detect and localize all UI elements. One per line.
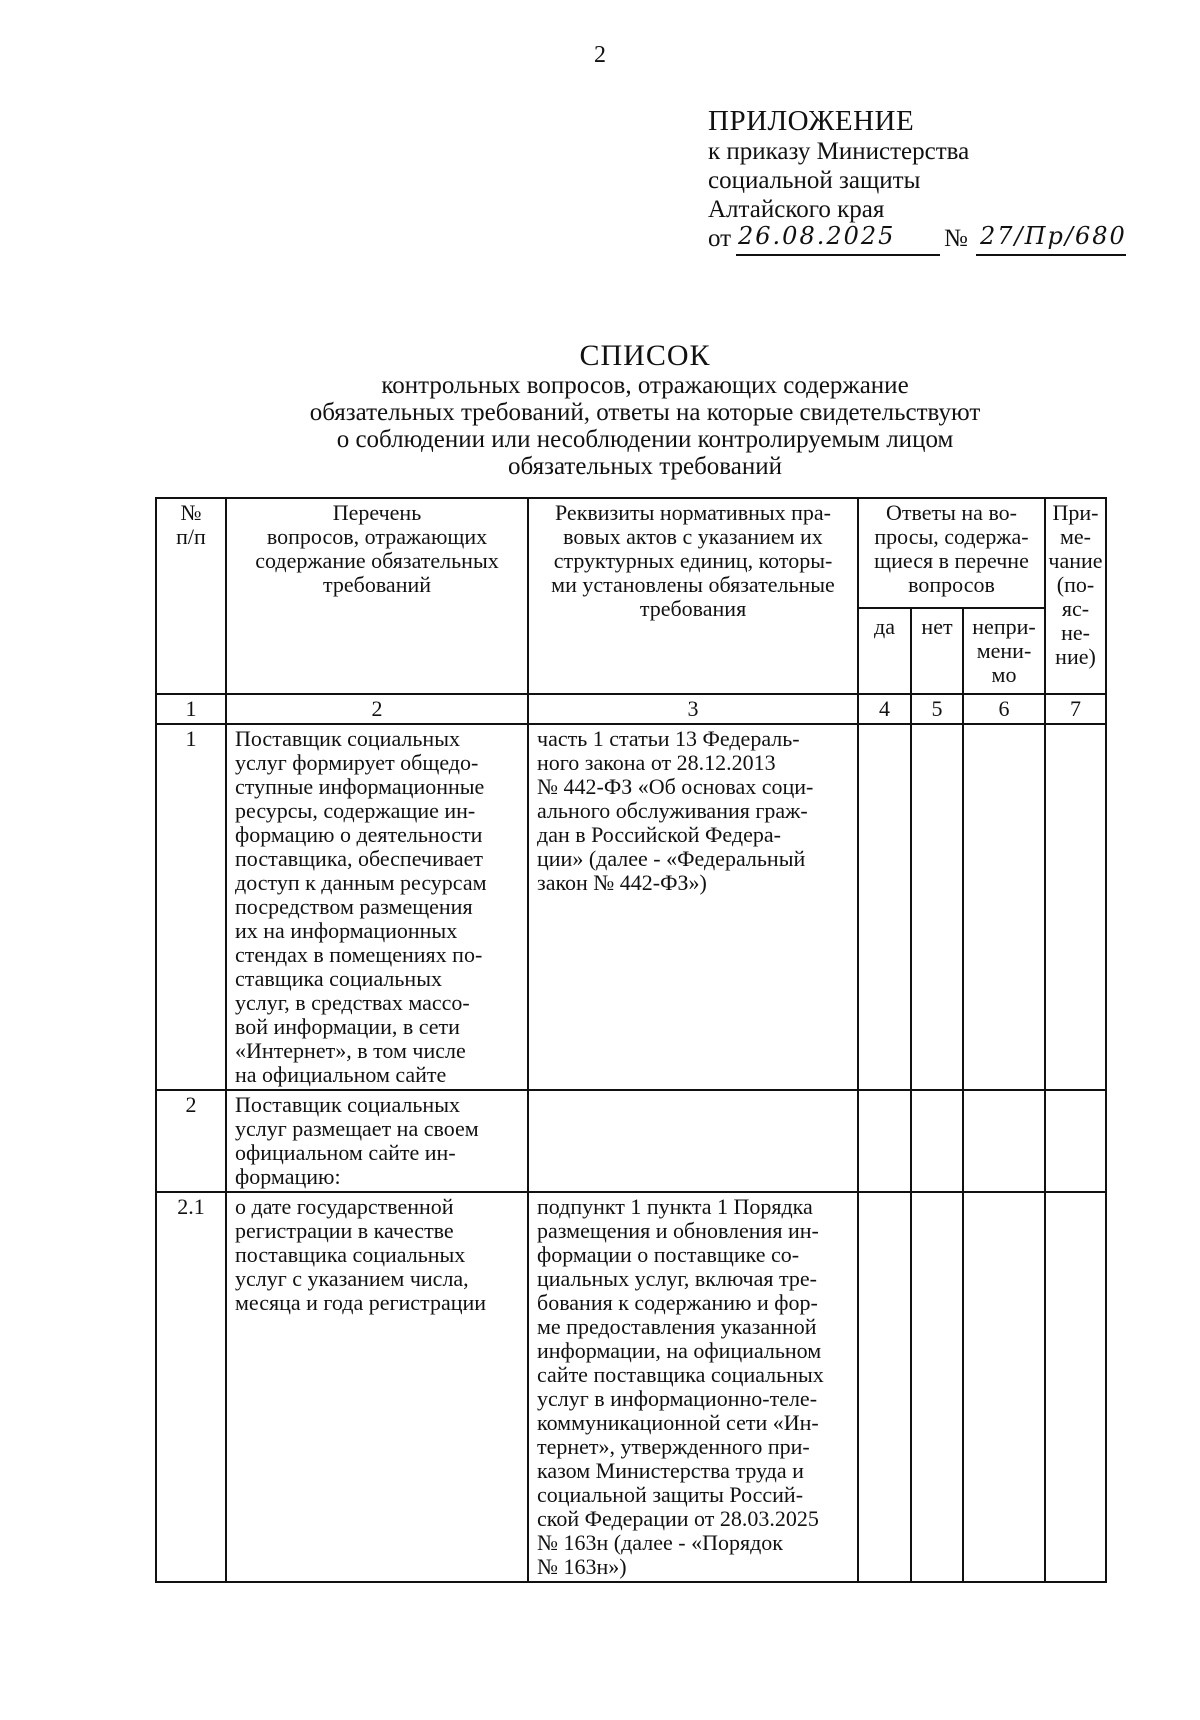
- header-line: содержание обязательных: [255, 548, 499, 573]
- header-line: не-: [1061, 620, 1090, 645]
- appendix-heading: ПРИЛОЖЕНИЕ: [708, 105, 915, 137]
- text-line: часть 1 статьи 13 Федераль-: [537, 726, 800, 751]
- row-requisite: [528, 1192, 858, 1582]
- column-numbers-row: [156, 694, 1106, 724]
- document-title: [0, 340, 1200, 480]
- header-not-applicable: [963, 608, 1045, 694]
- note-cell: [1045, 1090, 1106, 1192]
- text-line: ции» (далее - «Федеральный: [537, 846, 806, 871]
- answer-na-cell: [963, 724, 1045, 1090]
- header-requisites: [528, 498, 858, 694]
- header-line: структурных единиц, которы-: [553, 548, 833, 573]
- text-line: ставщика социальных: [235, 966, 442, 991]
- text-line: ской Федерации от 28.03.2025: [537, 1506, 819, 1531]
- row-requisite: [528, 1090, 858, 1192]
- column-number: 6: [963, 694, 1045, 724]
- text-line: вой информации, в сети: [235, 1014, 460, 1039]
- row-question: [226, 1090, 528, 1192]
- header-yes: да: [858, 608, 911, 694]
- row-question: [226, 1192, 528, 1582]
- text-line: формацию о деятельности: [235, 822, 483, 847]
- text-line: ступные информационные: [235, 774, 485, 799]
- header-line: п/п: [176, 524, 206, 549]
- text-line: услуг в информационно-теле-: [537, 1386, 818, 1411]
- header-line: Реквизиты нормативных пра-: [554, 500, 832, 525]
- text-line: тернет», утвержденного при-: [537, 1434, 810, 1459]
- title-line: обязательных требований: [508, 453, 782, 480]
- header-line: При-: [1052, 500, 1099, 525]
- text-line: регистрации в качестве: [235, 1218, 454, 1243]
- text-line: стендах в помещениях по-: [235, 942, 483, 967]
- number-underline: [976, 254, 1126, 256]
- column-number: 4: [858, 694, 911, 724]
- text-line: услуг с указанием числа,: [235, 1266, 469, 1291]
- title-main: СПИСОК: [579, 339, 711, 372]
- header-line: щиеся в перечне: [874, 548, 1029, 573]
- number-prefix: №: [944, 225, 968, 252]
- text-line: поставщика социальных: [235, 1242, 466, 1267]
- text-line: № 163н»): [537, 1554, 627, 1579]
- text-line: коммуникационной сети «Ин-: [537, 1410, 819, 1435]
- text-line: услуг формирует общедо-: [235, 750, 479, 775]
- text-line: № 163н (далее - «Порядок: [537, 1530, 783, 1555]
- note-cell: [1045, 724, 1106, 1090]
- title-line: о соблюдении или несоблюдении контролируемым лицом: [336, 426, 954, 453]
- header-line: чание: [1048, 548, 1103, 573]
- row-num: 1: [156, 724, 226, 1090]
- text-line: казом Министерства труда и: [537, 1458, 804, 1483]
- note-cell: [1045, 1192, 1106, 1582]
- row-question: [226, 724, 528, 1090]
- header-num: [156, 498, 226, 694]
- text-line: доступ к данным ресурсам: [235, 870, 487, 895]
- appendix-line: Алтайского края: [708, 196, 885, 223]
- answer-yes-cell: [858, 724, 911, 1090]
- text-line: подпункт 1 пункта 1 Порядка: [537, 1194, 813, 1219]
- text-line: «Интернет», в том числе: [235, 1038, 466, 1063]
- text-line: циальных услуг, включая тре-: [537, 1266, 817, 1291]
- text-line: ального обслуживания граж-: [537, 798, 808, 823]
- header-line: яс-: [1061, 596, 1090, 621]
- header-row: [156, 498, 1106, 608]
- header-line: требований: [322, 572, 432, 597]
- table-row: [156, 724, 1106, 1090]
- order-date-number-row: [708, 222, 1127, 258]
- header-line: непри-: [972, 614, 1036, 639]
- header-questions: [226, 498, 528, 694]
- text-line: их на информационных: [235, 918, 458, 943]
- text-line: формации о поставщике со-: [537, 1242, 800, 1267]
- text-line: бования к содержанию и фор-: [537, 1290, 818, 1315]
- header-no: нет: [911, 608, 963, 694]
- header-line: вопросов: [908, 572, 995, 597]
- handwritten-date: 26.08.2025: [738, 222, 896, 250]
- text-line: размещения и обновления ин-: [537, 1218, 819, 1243]
- appendix-line: к приказу Министерства: [708, 138, 970, 165]
- header-line: вовых актов с указанием их: [563, 524, 823, 549]
- header-line: Ответы на во-: [885, 500, 1018, 525]
- text-line: ного закона от 28.12.2013: [537, 750, 776, 775]
- table-row: [156, 1192, 1106, 1582]
- text-line: информации, на официальном: [537, 1338, 822, 1363]
- column-number: 5: [911, 694, 963, 724]
- title-line: контрольных вопросов, отражающих содержание: [381, 372, 909, 399]
- answer-yes-cell: [858, 1090, 911, 1192]
- answer-na-cell: [963, 1192, 1045, 1582]
- row-requisite: [528, 724, 858, 1090]
- header-line: требования: [639, 596, 747, 621]
- header-line: ние): [1055, 644, 1096, 669]
- header-line: (по-: [1056, 572, 1095, 597]
- text-line: дан в Российской Федера-: [537, 822, 781, 847]
- text-line: о дате государственной: [235, 1194, 454, 1219]
- text-line: сайте поставщика социальных: [537, 1362, 824, 1387]
- checklist-table: [155, 497, 1107, 1583]
- handwritten-number: 27/Пр/680: [980, 222, 1127, 250]
- text-line: Поставщик социальных: [235, 726, 460, 751]
- header-note: [1045, 498, 1106, 694]
- header-answers: [858, 498, 1045, 608]
- answer-no-cell: [911, 1090, 963, 1192]
- header-line: Перечень: [332, 500, 422, 525]
- appendix-block: [708, 105, 1127, 258]
- text-line: формацию:: [235, 1164, 341, 1189]
- text-line: услуг, в средствах массо-: [235, 990, 470, 1015]
- header-line: мо: [991, 662, 1017, 687]
- row-num: 2.1: [156, 1192, 226, 1582]
- text-line: на официальном сайте: [235, 1062, 447, 1087]
- column-number: 7: [1045, 694, 1106, 724]
- date-underline: [736, 254, 940, 256]
- text-line: услуг размещает на своем: [235, 1116, 479, 1141]
- text-line: ме предоставления указанной: [537, 1314, 817, 1339]
- text-line: ресурсы, содержащие ин-: [235, 798, 476, 823]
- header-line: просы, содержа-: [874, 524, 1029, 549]
- text-line: социальной защиты Россий-: [537, 1482, 804, 1507]
- text-line: № 442-ФЗ «Об основах соци-: [537, 774, 814, 799]
- answer-no-cell: [911, 724, 963, 1090]
- answer-no-cell: [911, 1192, 963, 1582]
- column-number: 2: [226, 694, 528, 724]
- header-line: ми установлены обязательные: [551, 572, 835, 597]
- text-line: закон № 442-ФЗ»): [537, 870, 707, 895]
- answer-na-cell: [963, 1090, 1045, 1192]
- column-number: 1: [156, 694, 226, 724]
- header-line: ме-: [1059, 524, 1091, 549]
- text-line: поставщика, обеспечивает: [235, 846, 484, 871]
- table-row: [156, 1090, 1106, 1192]
- date-prefix: от: [708, 225, 732, 252]
- header-line: мени-: [976, 638, 1032, 663]
- header-line: №: [180, 500, 202, 525]
- page-number: 2: [594, 42, 606, 68]
- title-line: обязательных требований, ответы на которые свидетельствуют: [309, 399, 981, 426]
- text-line: официальном сайте ин-: [235, 1140, 456, 1165]
- text-line: Поставщик социальных: [235, 1092, 460, 1117]
- answer-yes-cell: [858, 1192, 911, 1582]
- row-num: 2: [156, 1090, 226, 1192]
- appendix-line: социальной защиты: [708, 167, 921, 194]
- text-line: месяца и года регистрации: [235, 1290, 487, 1315]
- text-line: посредством размещения: [235, 894, 473, 919]
- header-line: вопросов, отражающих: [266, 524, 488, 549]
- column-number: 3: [528, 694, 858, 724]
